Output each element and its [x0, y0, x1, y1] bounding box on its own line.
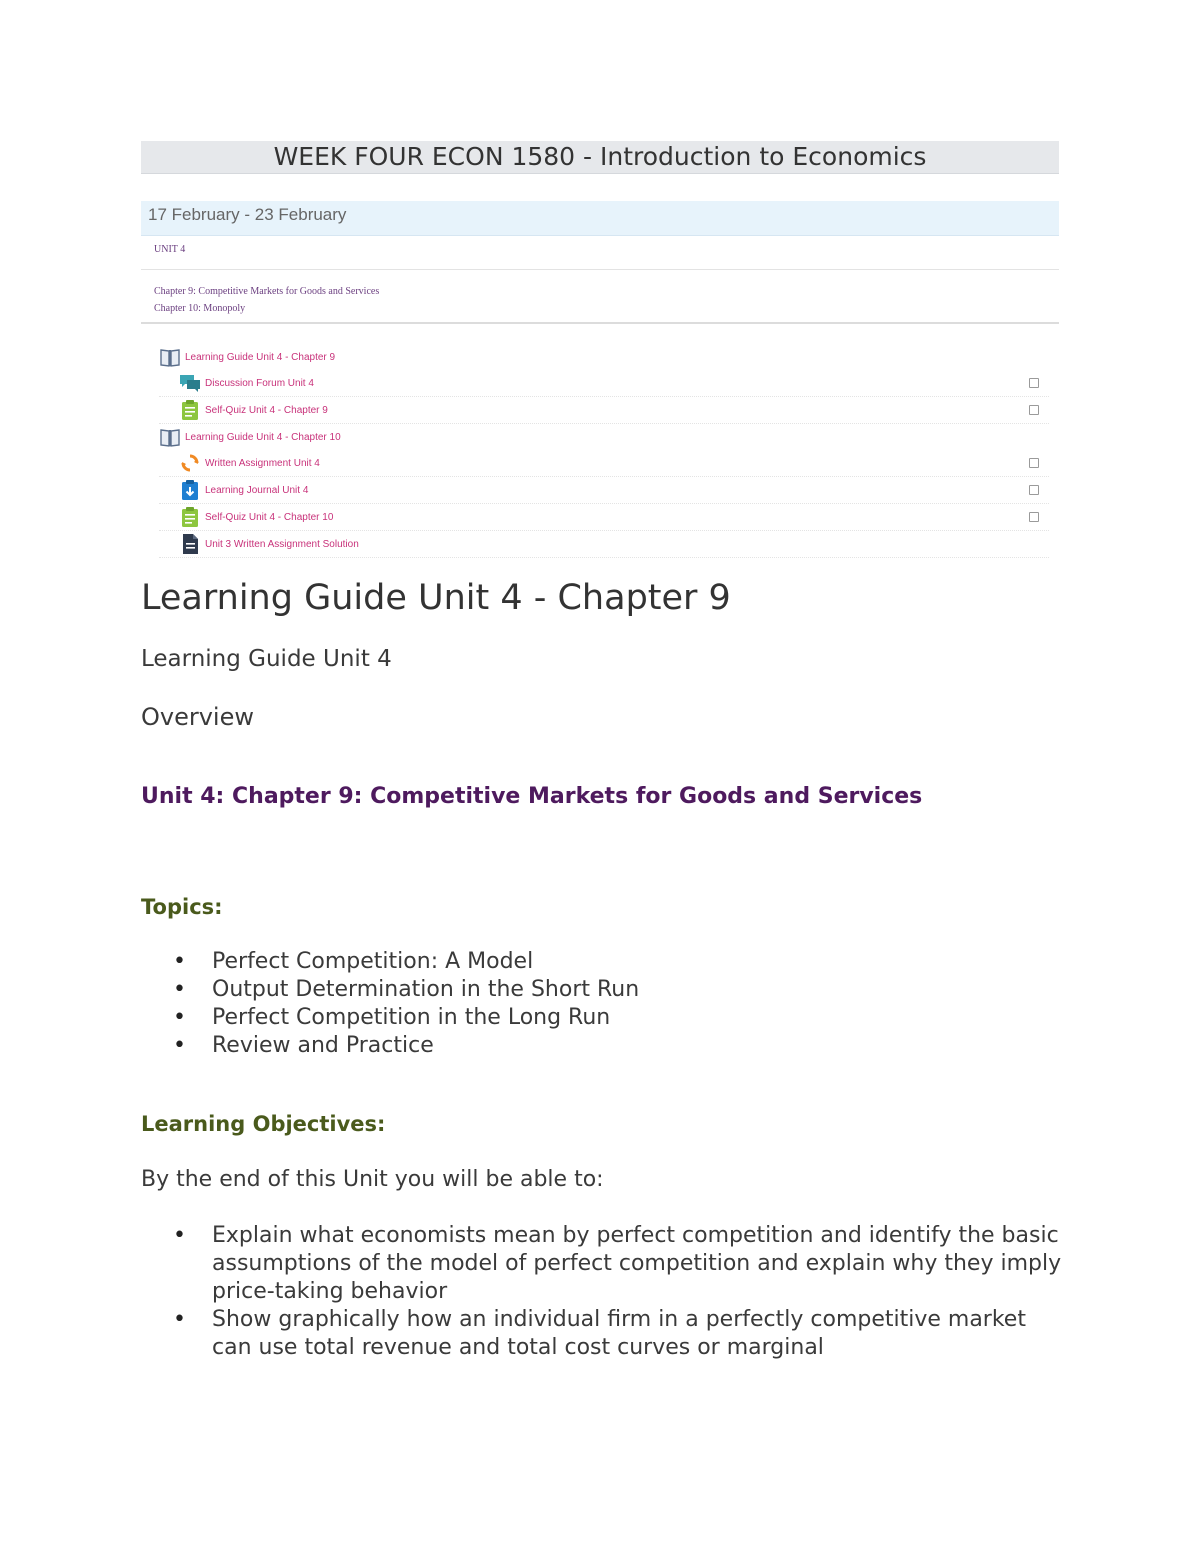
- list-item: • Output Determination in the Short Run: [141, 976, 639, 1004]
- chapter-item: Chapter 9: Competitive Markets for Goods and Services: [154, 286, 380, 297]
- activity-self-quiz-ch9[interactable]: [159, 397, 1049, 424]
- chapter-item: Chapter 10: Monopoly: [154, 303, 246, 314]
- guide-subtitle: Learning Guide Unit 4: [141, 646, 392, 672]
- activity-self-quiz-ch10[interactable]: [159, 504, 1049, 531]
- completion-checkbox[interactable]: [1029, 458, 1039, 468]
- completion-checkbox[interactable]: [1029, 512, 1039, 522]
- activity-label[interactable]: Self-Quiz Unit 4 - Chapter 9: [205, 404, 328, 416]
- activity-learning-guide-ch10[interactable]: [159, 424, 1049, 450]
- activity-label[interactable]: Learning Guide Unit 4 - Chapter 10: [185, 431, 341, 443]
- activity-label[interactable]: Written Assignment Unit 4: [205, 457, 320, 469]
- book-icon: [159, 426, 181, 448]
- objectives-list: [141, 1222, 1071, 1362]
- file-icon: [179, 533, 201, 555]
- activity-label[interactable]: Learning Guide Unit 4 - Chapter 9: [185, 351, 336, 363]
- week-title: WEEK FOUR ECON 1580 - Introduction to Economics: [141, 141, 1059, 174]
- objectives-intro: By the end of this Unit you will be able to:: [141, 1167, 604, 1192]
- forum-icon: [179, 372, 201, 394]
- activity-list: [159, 344, 1049, 558]
- document-page: [141, 141, 1062, 1360]
- quiz-icon: [179, 506, 201, 528]
- activity-discussion-forum[interactable]: [159, 370, 1049, 397]
- activity-learning-guide-ch9[interactable]: [159, 344, 1049, 370]
- activity-written-assignment[interactable]: [159, 450, 1049, 477]
- activity-unit3-solution[interactable]: [159, 531, 1049, 558]
- page-title: Learning Guide Unit 4 - Chapter 9: [141, 578, 731, 618]
- list-item: • Perfect Competition: A Model: [141, 948, 639, 976]
- unit-label: UNIT 4: [141, 236, 1059, 270]
- journal-icon: [179, 479, 201, 501]
- list-item: • Explain what economists mean by perfect competition and identify the basic assumptions of the model of perfect competition and explain why they imply price-taking behavior: [141, 1222, 1071, 1306]
- list-item: • Show graphically how an individual firm in a perfectly competitive market can use total revenue and total cost curves or marginal: [141, 1306, 1071, 1362]
- list-item: • Perfect Competition in the Long Run: [141, 1004, 639, 1032]
- activity-label[interactable]: Learning Journal Unit 4: [205, 484, 309, 496]
- activity-learning-journal[interactable]: [159, 477, 1049, 504]
- unit-heading: Unit 4: Chapter 9: Competitive Markets for Goods and Services: [141, 784, 923, 809]
- completion-checkbox[interactable]: [1029, 485, 1039, 495]
- objectives-heading: Learning Objectives:: [141, 1112, 386, 1136]
- book-icon: [159, 346, 181, 368]
- activity-label[interactable]: Discussion Forum Unit 4: [205, 377, 314, 389]
- quiz-icon: [179, 399, 201, 421]
- assignment-icon: [179, 452, 201, 474]
- list-item: • Review and Practice: [141, 1032, 639, 1060]
- chapter-list: [141, 270, 1059, 324]
- topics-heading: Topics:: [141, 895, 223, 919]
- activity-label[interactable]: Self-Quiz Unit 4 - Chapter 10: [205, 511, 334, 523]
- completion-checkbox[interactable]: [1029, 378, 1039, 388]
- date-range: 17 February - 23 February: [141, 201, 1059, 236]
- overview-label: Overview: [141, 703, 254, 731]
- topics-list: [141, 948, 639, 1060]
- activity-label[interactable]: Unit 3 Written Assignment Solution: [205, 538, 359, 550]
- completion-checkbox[interactable]: [1029, 405, 1039, 415]
- course-screenshot: [141, 201, 1059, 558]
